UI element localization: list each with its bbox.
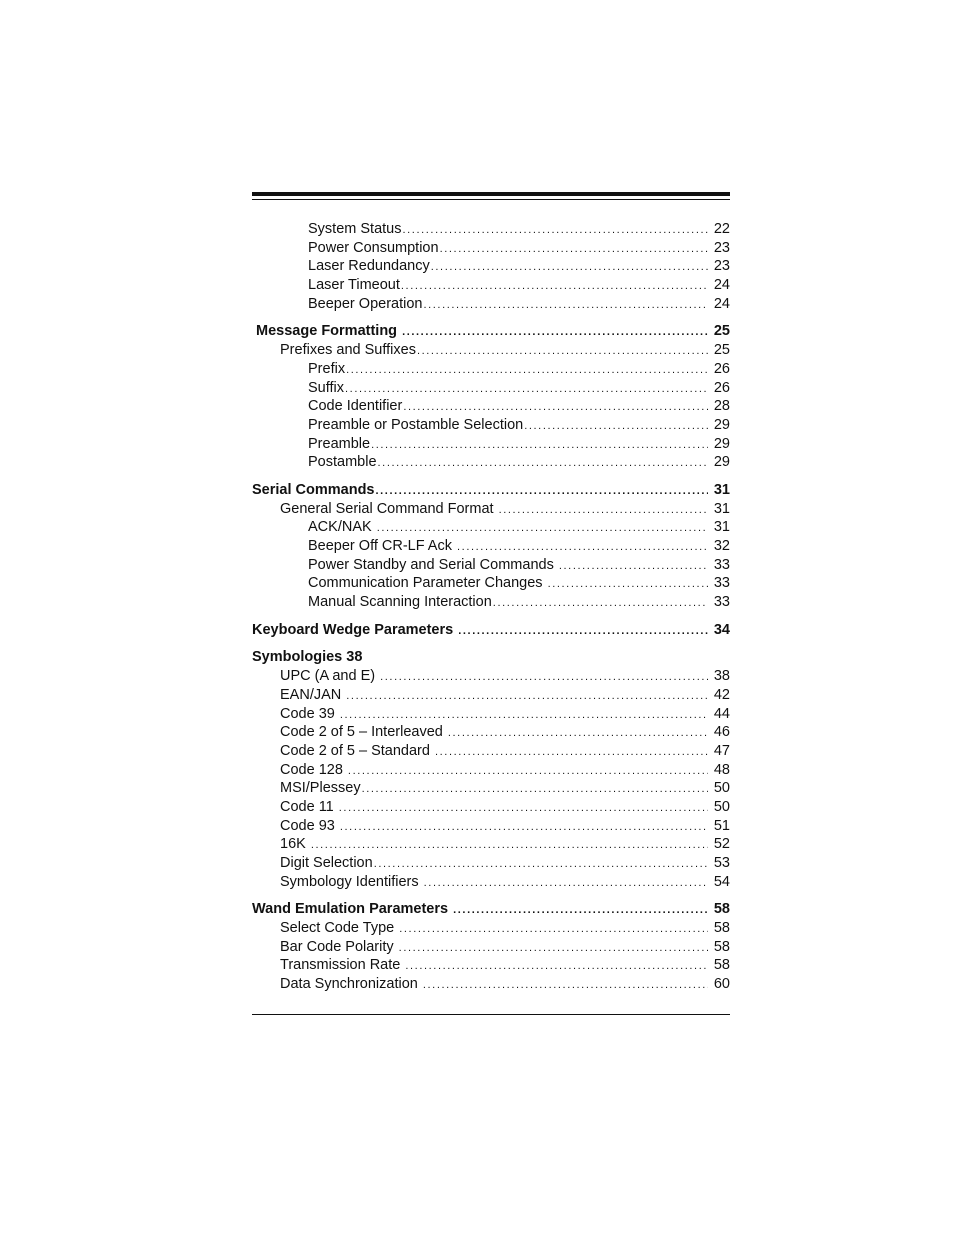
toc-entry: [252, 667, 730, 686]
toc-entry: [252, 938, 730, 957]
toc-page-number: 58: [713, 957, 730, 974]
toc-entry: [252, 556, 730, 575]
toc-entry: [252, 742, 730, 761]
dot-leader: [559, 557, 708, 576]
dot-leader: [376, 482, 709, 501]
toc-entry: [252, 220, 730, 239]
toc-entry: [252, 975, 730, 994]
dot-leader: [403, 398, 708, 417]
toc-page-number: 58: [713, 938, 730, 955]
dot-leader: [424, 874, 708, 893]
toc-entry-title: Preamble: [308, 435, 371, 452]
toc-entry-title: Laser Redundancy: [308, 258, 430, 275]
toc-entry: [252, 453, 730, 472]
toc-page-number: 58: [713, 901, 730, 918]
toc-page-number: 28: [713, 398, 730, 415]
toc-page-number: 48: [713, 761, 730, 778]
toc-entry-title: Code 93: [280, 817, 339, 834]
toc-page-number: 47: [713, 742, 730, 759]
toc-entry: [252, 518, 730, 537]
toc-entry: [252, 798, 730, 817]
toc-section-entry: [252, 648, 730, 667]
dot-leader: [417, 342, 708, 361]
toc-page-number: 50: [713, 798, 730, 815]
toc-page-number: 52: [713, 836, 730, 853]
toc-page-number: 25: [713, 342, 730, 359]
toc-page-number: 24: [713, 277, 730, 294]
toc-section-entry: [252, 481, 730, 500]
dot-leader: [371, 436, 708, 455]
dot-leader: [348, 762, 708, 781]
toc-entry-title: Laser Timeout: [308, 277, 400, 294]
toc-entry: [252, 919, 730, 938]
toc-page-number: 58: [713, 920, 730, 937]
dot-leader: [453, 901, 708, 920]
toc-entry: [252, 379, 730, 398]
toc-entry-title: Data Synchronization: [280, 976, 422, 993]
toc-page-number: 22: [713, 221, 730, 237]
dot-leader: [346, 361, 708, 380]
dot-leader: [457, 538, 708, 557]
toc-page-number: 53: [713, 855, 730, 871]
toc-entry: [252, 341, 730, 360]
toc-entry: [252, 416, 730, 435]
toc-page-number: 29: [713, 435, 730, 452]
toc-entry-title: Prefixes and Suffixes: [280, 342, 416, 359]
toc-entry-title: UPC (A and E): [280, 668, 380, 685]
toc-section-entry: [252, 322, 730, 341]
toc-entry-title: Keyboard Wedge Parameters: [252, 621, 458, 638]
dot-leader: [378, 454, 708, 473]
toc-entry-title: Wand Emulation Parameters: [252, 901, 453, 918]
toc-entry-title: ACK/NAK: [308, 519, 376, 536]
toc-page-number: 24: [713, 295, 730, 312]
toc-entry-title: Postamble: [308, 454, 377, 471]
dot-leader: [377, 519, 708, 538]
header-rule-thin: [252, 199, 730, 200]
toc-entry: [252, 397, 730, 416]
toc-entry-title: Select Code Type: [280, 920, 399, 937]
dot-leader: [362, 780, 708, 799]
toc-entry: [252, 574, 730, 593]
dot-leader: [346, 687, 708, 706]
toc-entry-title: Bar Code Polarity: [280, 938, 398, 955]
toc-page-number: 46: [713, 724, 730, 741]
header-rule-thick: [252, 192, 730, 196]
toc-entry: [252, 854, 730, 873]
toc-entry-title: Symbologies 38: [252, 649, 363, 666]
toc-entry: [252, 779, 730, 798]
toc-page-number: 31: [713, 500, 730, 517]
toc-entry: [252, 686, 730, 705]
toc-page-number: 33: [713, 556, 730, 573]
toc-entry: [252, 257, 730, 276]
toc-page-number: 31: [713, 519, 730, 536]
toc-entry-title: Symbology Identifiers: [280, 873, 423, 890]
toc-page-number: 23: [713, 258, 730, 275]
toc-page-number: 29: [713, 416, 730, 433]
toc-page-number: 26: [713, 379, 730, 396]
dot-leader: [493, 594, 708, 613]
dot-leader: [448, 724, 708, 743]
toc-page-number: 31: [713, 481, 730, 498]
dot-leader: [311, 836, 708, 855]
toc-entry-title: Serial Commands: [252, 481, 375, 498]
toc-page: [252, 192, 730, 994]
toc-page-number: 44: [713, 705, 730, 722]
table-of-contents: [252, 220, 730, 994]
toc-entry: [252, 276, 730, 295]
toc-page-number: 25: [713, 323, 730, 340]
dot-leader: [340, 706, 708, 725]
toc-entry-title: MSI/Plessey: [280, 780, 361, 797]
toc-entry-title: System Status: [308, 221, 402, 237]
toc-page-number: 23: [713, 239, 730, 256]
toc-entry-title: EAN/JAN: [280, 686, 346, 703]
toc-entry-title: Code 11: [280, 798, 338, 815]
footer-rule: [252, 1014, 730, 1015]
toc-entry-title: Preamble or Postamble Selection: [308, 416, 524, 433]
toc-entry: [252, 500, 730, 519]
toc-entry: [252, 593, 730, 612]
toc-entry-title: Digit Selection: [280, 855, 373, 871]
dot-leader: [399, 939, 708, 958]
dot-leader: [458, 622, 708, 641]
toc-page-number: 38: [713, 668, 730, 685]
dot-leader: [401, 277, 708, 296]
toc-page-number: 26: [713, 360, 730, 377]
dot-leader: [405, 957, 708, 976]
dot-leader: [435, 743, 708, 762]
toc-entry-title: Beeper Off CR-LF Ack: [308, 538, 457, 554]
dot-leader: [431, 258, 708, 277]
toc-entry-title: General Serial Command Format: [280, 500, 498, 517]
toc-entry-title: 16K: [280, 836, 310, 853]
dot-leader: [345, 380, 708, 399]
toc-section-entry: [252, 621, 730, 640]
dot-leader: [524, 417, 708, 436]
dot-leader: [548, 575, 708, 594]
toc-page-number: 29: [713, 454, 730, 471]
toc-entry: [252, 435, 730, 454]
dot-leader: [380, 668, 708, 687]
toc-entry: [252, 761, 730, 780]
dot-leader: [399, 920, 708, 939]
toc-entry-title: Power Standby and Serial Commands: [308, 556, 558, 573]
toc-page-number: 32: [713, 538, 730, 554]
toc-entry: [252, 835, 730, 854]
toc-page-number: 50: [713, 780, 730, 797]
toc-entry-title: Suffix: [308, 379, 345, 396]
toc-entry-title: Power Consumption: [308, 239, 439, 256]
toc-entry-title: Code 128: [280, 761, 347, 778]
toc-entry: [252, 817, 730, 836]
toc-page-number: 33: [713, 575, 730, 592]
toc-entry: [252, 723, 730, 742]
toc-entry-title: Prefix: [308, 360, 346, 377]
dot-leader: [499, 501, 708, 520]
toc-entry-title: Transmission Rate: [280, 957, 405, 974]
toc-entry-title: Code 39: [280, 705, 339, 722]
toc-page-number: 42: [713, 686, 730, 703]
toc-page-number: 51: [713, 817, 730, 834]
dot-leader: [374, 855, 708, 874]
toc-entry: [252, 873, 730, 892]
toc-entry: [252, 956, 730, 975]
toc-entry-title: Beeper Operation: [308, 295, 423, 312]
toc-page-number: 33: [713, 594, 730, 611]
toc-entry-title: Code 2 of 5 – Standard: [280, 742, 434, 759]
toc-entry: [252, 360, 730, 379]
toc-entry-title: Communication Parameter Changes: [308, 575, 547, 592]
toc-entry-title: Message Formatting: [252, 323, 402, 340]
toc-entry: [252, 705, 730, 724]
toc-section-entry: [252, 900, 730, 919]
toc-entry-title: Code Identifier: [308, 398, 403, 415]
dot-leader: [402, 221, 708, 240]
toc-page-number: 60: [713, 976, 730, 993]
toc-page-number: 34: [713, 621, 730, 638]
dot-leader: [340, 818, 708, 837]
toc-page-number: 54: [713, 873, 730, 890]
toc-entry: [252, 239, 730, 258]
toc-entry-title: Manual Scanning Interaction: [308, 594, 492, 611]
toc-entry: [252, 295, 730, 314]
dot-leader: [402, 323, 708, 342]
dot-leader: [339, 799, 708, 818]
dot-leader: [423, 976, 708, 995]
toc-entry: [252, 537, 730, 556]
toc-entry-title: Code 2 of 5 – Interleaved: [280, 724, 447, 741]
dot-leader: [440, 240, 708, 259]
dot-leader: [423, 296, 708, 315]
